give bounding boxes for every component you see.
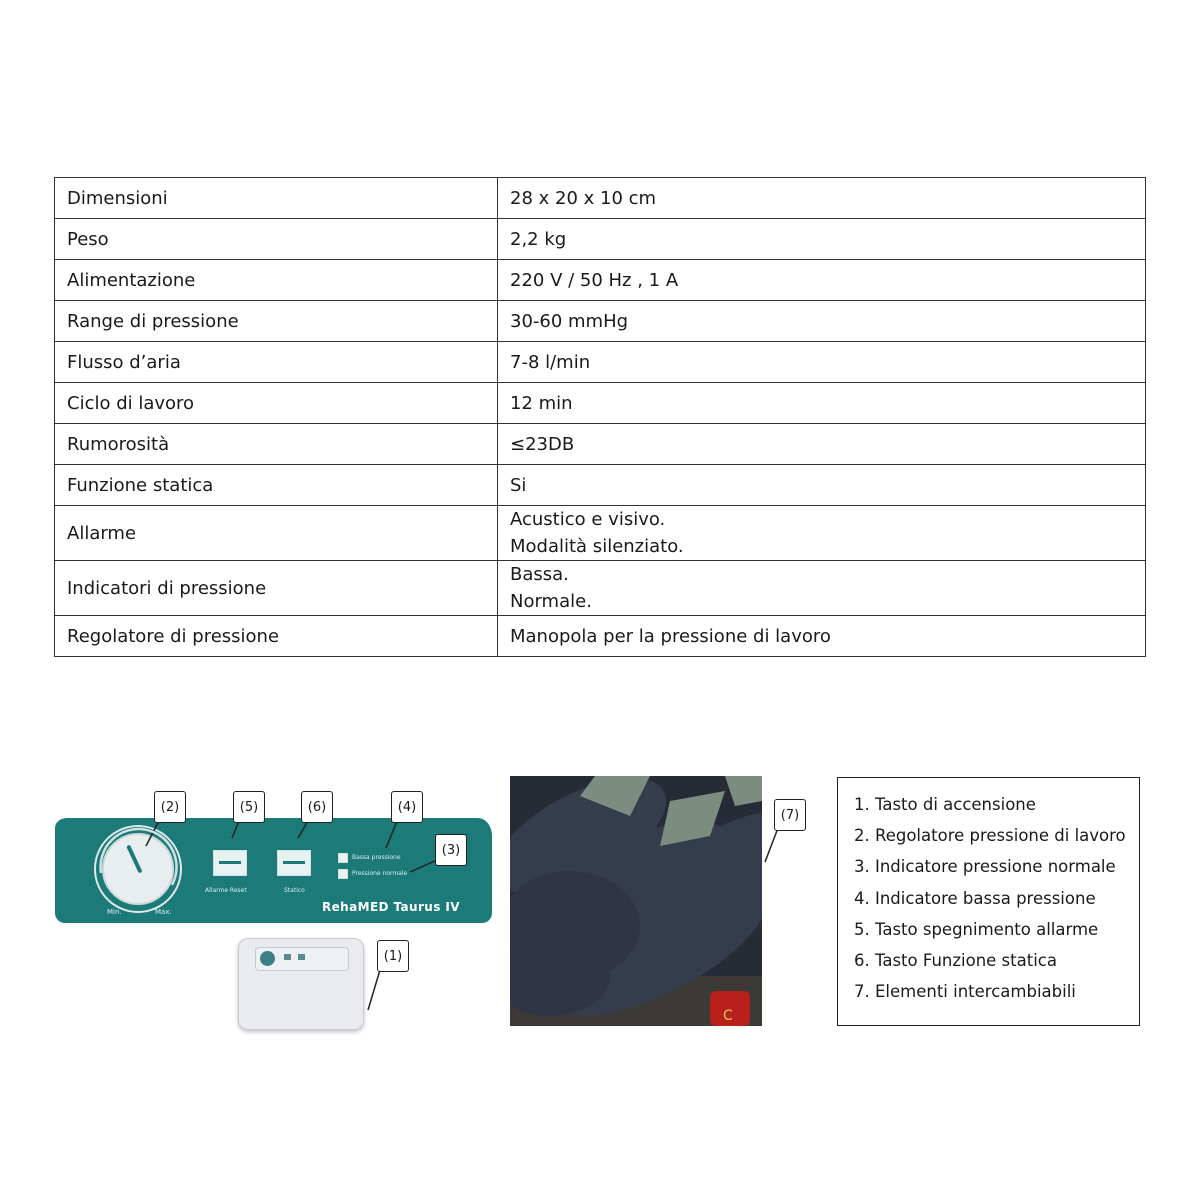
mattress-cells-image: [510, 776, 762, 1026]
spec-label: Allarme: [55, 506, 498, 561]
spec-label: Funzione statica: [55, 465, 498, 506]
spec-value: 30-60 mmHg: [498, 301, 1146, 342]
legend-item: 3. Indicatore pressione normale: [854, 857, 1116, 877]
callout-4: (4): [391, 791, 423, 823]
legend-list: [838, 778, 1139, 1007]
legend-item: 7. Elementi intercambiabili: [854, 982, 1076, 1002]
callout-2: (2): [154, 791, 186, 823]
callout-1: (1): [377, 940, 409, 972]
mattress-photo: [510, 776, 762, 1026]
svg-text:C: C: [723, 1008, 733, 1024]
spec-value-line: Bassa.: [510, 564, 569, 585]
alarm-reset-label: Allarme Reset: [205, 887, 247, 894]
spec-value-line: Modalità silenziato.: [510, 536, 684, 557]
callout-line: [765, 828, 778, 862]
pump-knob-icon: [260, 951, 275, 966]
spec-value: Manopola per la pressione di lavoro: [498, 616, 1146, 657]
spec-value: ≤23DB: [498, 424, 1146, 465]
spec-label: Range di pressione: [55, 301, 498, 342]
spec-value: Si: [498, 465, 1146, 506]
legend-item: 5. Tasto spegnimento allarme: [854, 919, 1099, 939]
low-pressure-label: Bassa pressione: [352, 854, 401, 861]
callout-line: [368, 970, 380, 1010]
spec-label: Indicatori di pressione: [55, 561, 498, 616]
pump-control-face: [255, 947, 349, 971]
spec-label: Dimensioni: [55, 178, 498, 219]
spec-label: Alimentazione: [55, 260, 498, 301]
legend-item: 2. Regolatore pressione di lavoro: [854, 826, 1126, 846]
normal-pressure-label: Pressione normale: [352, 870, 408, 877]
callout-5: (5): [233, 791, 265, 823]
brand-label: RehaMED Taurus IV: [322, 900, 460, 914]
dial-scale-arc: [101, 829, 177, 885]
spec-value: 2,2 kg: [498, 219, 1146, 260]
spec-label: Ciclo di lavoro: [55, 383, 498, 424]
legend-box: [837, 777, 1140, 1026]
spec-value: 12 min: [498, 383, 1146, 424]
legend-item: 4. Indicatore bassa pressione: [854, 888, 1096, 908]
spec-label: Flusso d’aria: [55, 342, 498, 383]
spec-value: 28 x 20 x 10 cm: [498, 178, 1146, 219]
spec-value-line: Normale.: [510, 591, 592, 612]
legend-item: 1. Tasto di accensione: [854, 795, 1036, 814]
pump-device-image: [238, 938, 364, 1030]
pump-button-icon: [284, 954, 291, 960]
legend-item: 6. Tasto Funzione statica: [854, 951, 1057, 971]
spec-label: Rumorosità: [55, 424, 498, 465]
callout-3: (3): [435, 834, 467, 866]
spec-value: 7-8 l/min: [498, 342, 1146, 383]
spec-label: Regolatore di pressione: [55, 616, 498, 657]
spec-value-line: Acustico e visivo.: [510, 509, 666, 530]
callout-6: (6): [301, 791, 333, 823]
pump-button-icon: [298, 954, 305, 960]
spec-label: Peso: [55, 219, 498, 260]
callout-line: [386, 819, 398, 848]
spec-value: 220 V / 50 Hz , 1 A: [498, 260, 1146, 301]
callout-7: (7): [774, 799, 806, 831]
dial-max-label: Max.: [155, 908, 172, 916]
callout-line: [410, 860, 437, 872]
dial-min-label: Min.: [107, 908, 122, 916]
static-label: Statico: [284, 887, 305, 894]
